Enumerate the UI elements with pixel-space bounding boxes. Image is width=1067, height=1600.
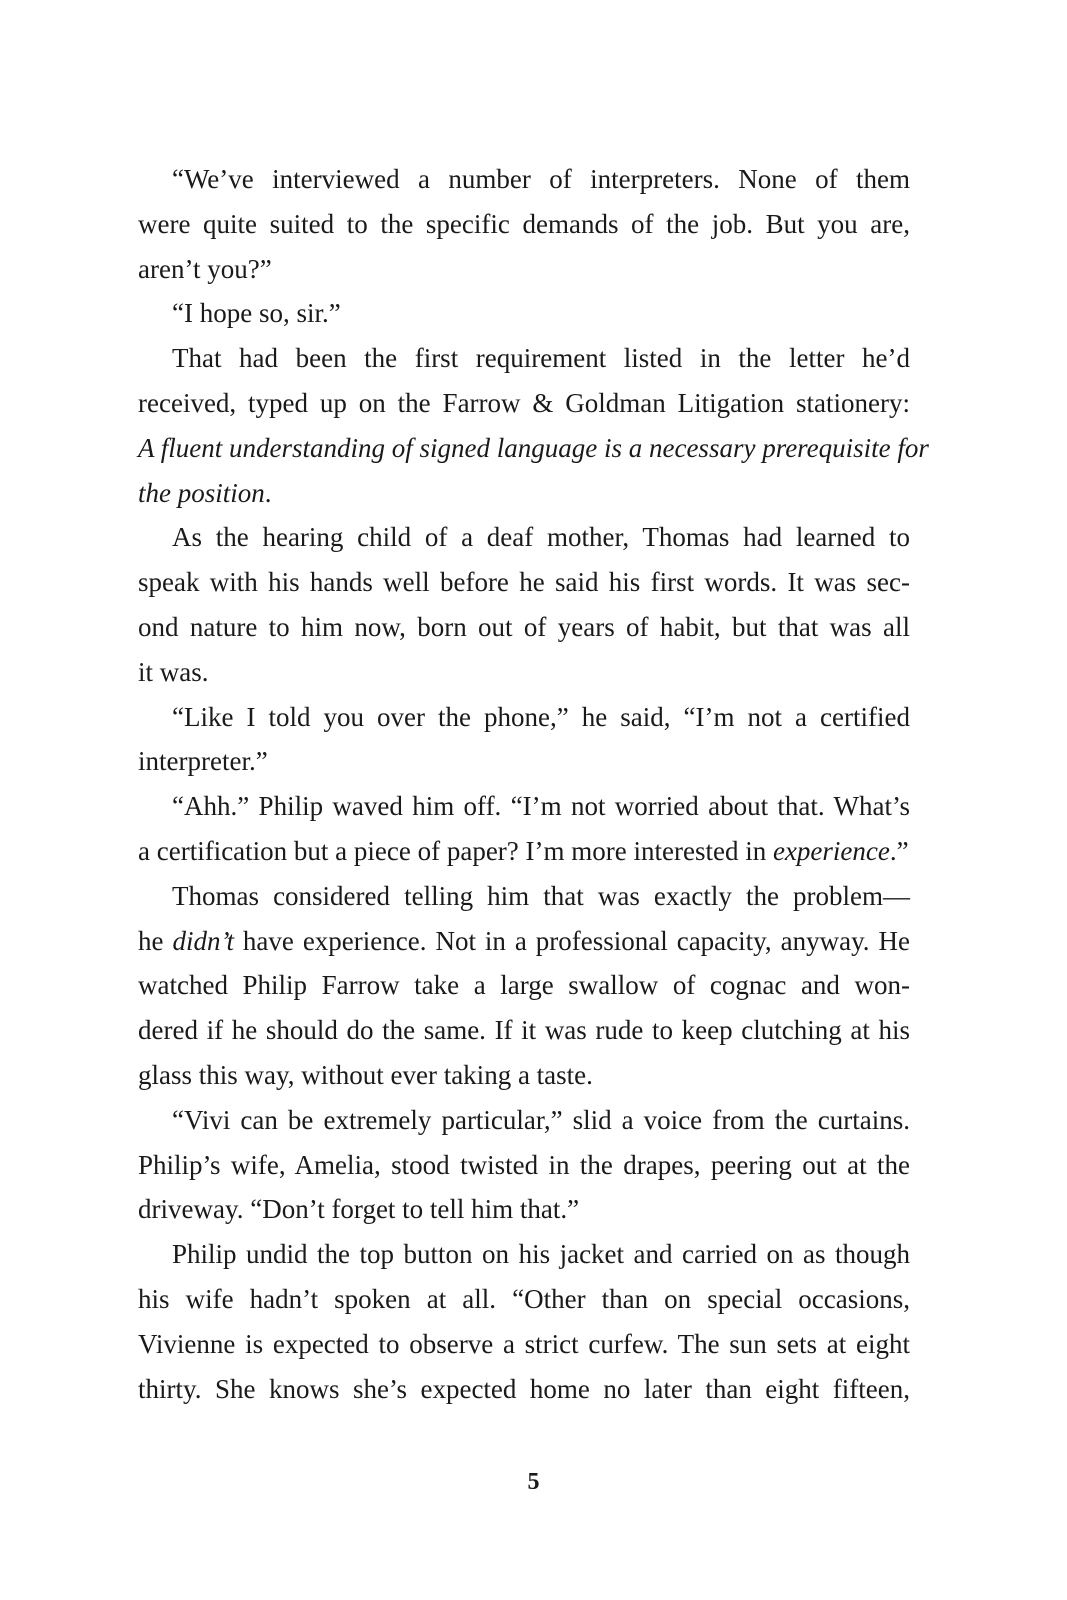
- text-line: [138, 1277, 910, 1322]
- text-segment: Vivienne is expected to observe a strict curfew. The sun sets at eight: [138, 1328, 910, 1359]
- text-line: [138, 963, 910, 1008]
- text-line: [138, 874, 910, 919]
- text-line: [138, 515, 910, 560]
- text-segment: watched Philip Farrow take a large swallow of cognac and won-: [138, 970, 910, 1001]
- body-text: [138, 157, 929, 1411]
- text-line: [138, 291, 910, 336]
- text-line: [138, 605, 910, 650]
- text-line: [138, 1367, 910, 1412]
- text-line: [138, 919, 910, 964]
- italic-text-segment: A fluent understanding of signed language is a necessary prerequisite for: [138, 432, 929, 463]
- text-line: [138, 784, 910, 829]
- text-segment: Thomas considered telling him that was exactly the problem—: [172, 880, 910, 911]
- text-line: [138, 1232, 910, 1277]
- text-line: [138, 336, 910, 381]
- text-line: [138, 471, 910, 516]
- text-segment: thirty. She knows she’s expected home no later than eight fifteen,: [138, 1373, 910, 1404]
- text-line: [138, 381, 910, 426]
- italic-text-segment: experience: [772, 835, 890, 866]
- italic-text-segment: didn’t: [172, 925, 234, 956]
- text-line: [138, 829, 910, 874]
- text-line: [138, 1143, 910, 1188]
- text-segment: were quite suited to the specific demands of the job. But you are,: [138, 208, 910, 239]
- text-line: [138, 426, 929, 471]
- text-segment: dered if he should do the same. If it was rude to keep clutching at his: [138, 1015, 910, 1046]
- text-segment: “Like I told you over the phone,” he said, “I’m not a certified: [172, 701, 910, 732]
- text-segment: Philip undid the top button on his jacket and carried on as though: [172, 1239, 910, 1270]
- text-line: [138, 1053, 910, 1098]
- text-line: [138, 560, 910, 605]
- text-line: [138, 650, 910, 695]
- text-segment: “I hope so, sir.”: [172, 298, 341, 329]
- text-segment: Philip’s wife, Amelia, stood twisted in the drapes, peering out at the: [138, 1149, 910, 1180]
- text-segment: his wife hadn’t spoken at all. “Other than on special occasions,: [138, 1283, 910, 1314]
- text-segment: “Ahh.” Philip waved him off. “I’m not worried about that. What’s: [172, 791, 910, 822]
- text-segment: ond nature to him now, born out of years of habit, but that was all: [138, 611, 910, 642]
- text-line: [138, 1322, 910, 1367]
- text-segment: As the hearing child of a deaf mother, Thomas had learned to: [172, 522, 910, 553]
- text-segment: That had been the first requirement listed in the letter he’d: [172, 343, 910, 374]
- text-line: [138, 247, 910, 292]
- text-segment: glass this way, without ever taking a taste.: [138, 1059, 593, 1090]
- text-segment: “We’ve interviewed a number of interpreters. None of them: [172, 164, 910, 194]
- page-number: 5: [527, 1469, 540, 1495]
- text-segment: he: [138, 925, 173, 956]
- text-segment: received, typed up on the Farrow & Goldman Litigation stationery:: [138, 387, 910, 418]
- text-segment: driveway. “Don’t forget to tell him that.”: [138, 1194, 580, 1225]
- text-segment: it was.: [138, 656, 209, 687]
- text-segment: a certification but a piece of paper? I’m more interested in: [138, 835, 773, 866]
- text-line: [138, 739, 910, 784]
- text-segment: “Vivi can be extremely particular,” slid a voice from the curtains.: [172, 1104, 910, 1135]
- text-line: [138, 695, 910, 740]
- text-line: [138, 202, 910, 247]
- text-segment: speak with his hands well before he said his first words. It was sec-: [138, 567, 910, 598]
- text-segment: aren’t you?”: [138, 253, 272, 284]
- text-segment: interpreter.”: [138, 746, 268, 777]
- text-line: [138, 1008, 910, 1053]
- text-segment: .: [264, 477, 272, 508]
- text-line: [138, 1187, 910, 1232]
- text-segment: have experience. Not in a professional capacity, anyway. He: [233, 925, 910, 956]
- text-line: [138, 157, 910, 202]
- italic-text-segment: the position: [138, 477, 265, 508]
- text-segment: .”: [889, 835, 909, 866]
- text-line: [138, 1098, 910, 1143]
